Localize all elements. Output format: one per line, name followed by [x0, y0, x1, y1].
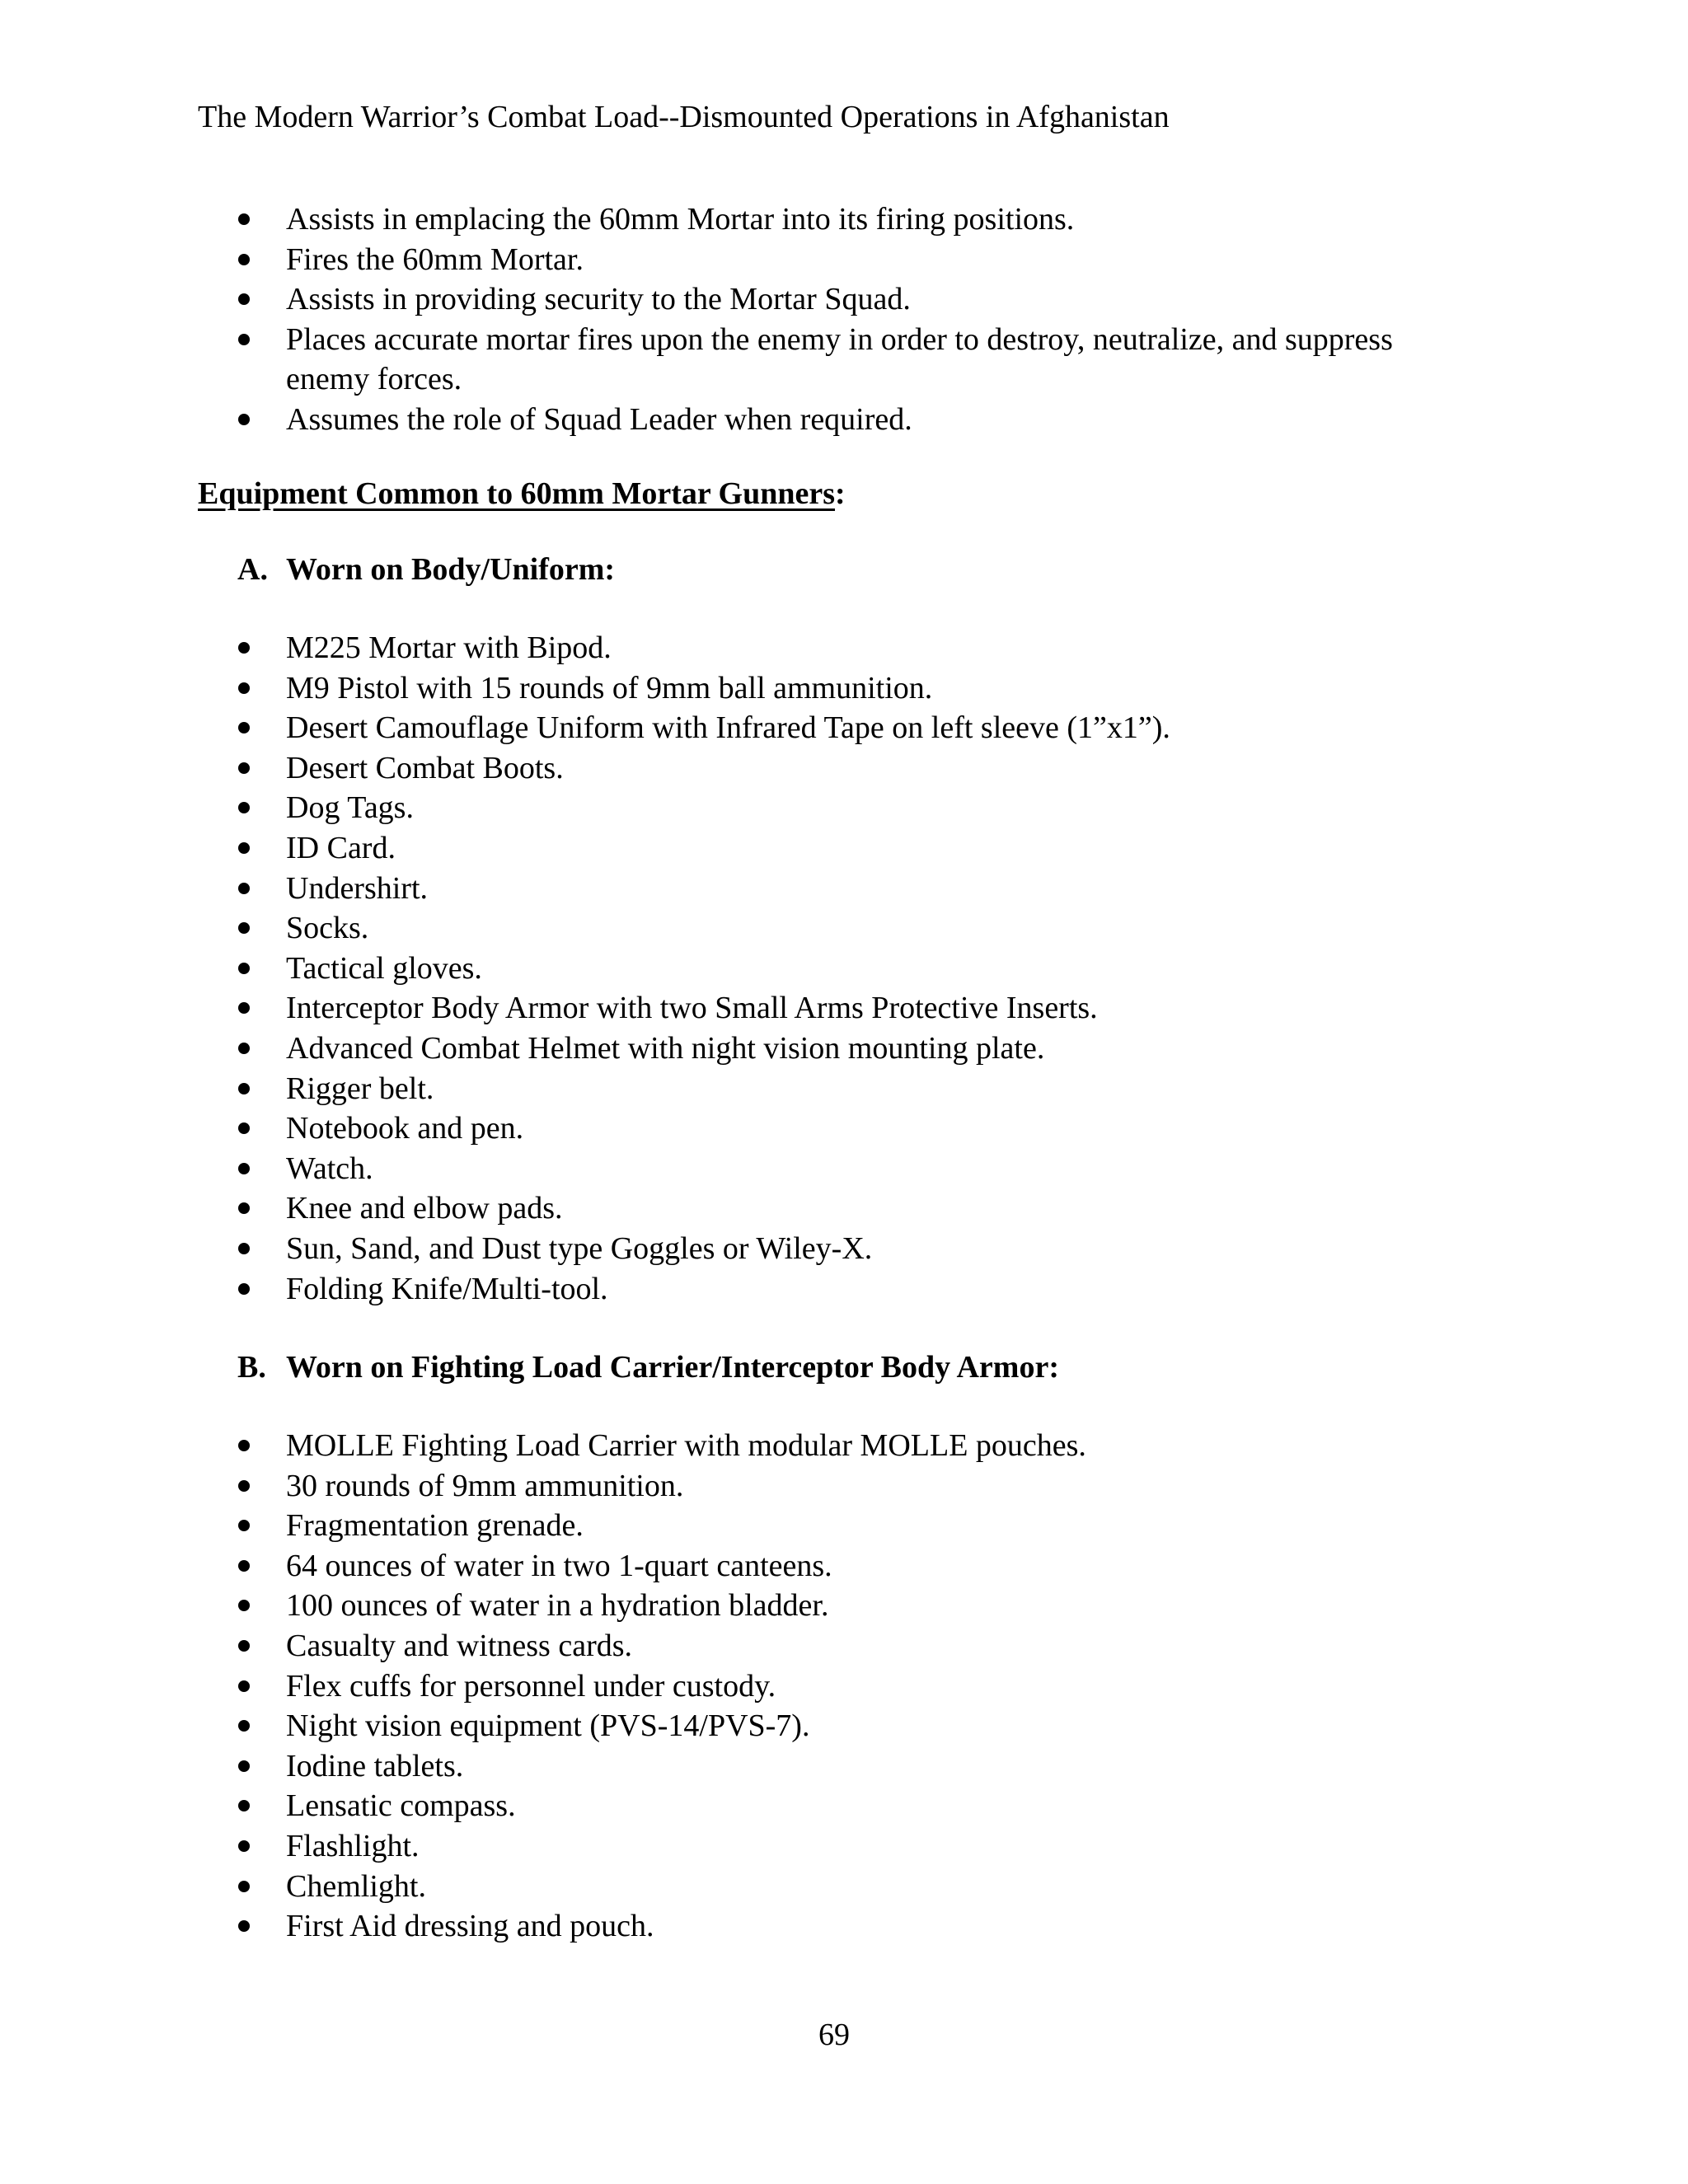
list-item: Advanced Combat Helmet with night vision mounting plate. [0, 1029, 1688, 1069]
list-item: Knee and elbow pads. [0, 1188, 1688, 1229]
worn-on-body-list [0, 628, 1688, 1309]
list-item: Places accurate mortar fires upon the enemy in order to destroy, neutralize, and suppress enemy forces. [0, 320, 1688, 400]
list-item: Watch. [0, 1149, 1688, 1189]
section-heading-text: Equipment Common to 60mm Mortar Gunners [198, 476, 836, 511]
section-heading [198, 474, 846, 513]
list-item: 100 ounces of water in a hydration bladder. [0, 1586, 1688, 1626]
list-item: Assists in emplacing the 60mm Mortar into its firing positions. [0, 199, 1688, 240]
subsection-b-letter: B. [237, 1350, 266, 1385]
list-item: Lensatic compass. [0, 1786, 1688, 1826]
list-item: Sun, Sand, and Dust type Goggles or Wiley-X. [0, 1229, 1688, 1269]
subsection-a-letter: A. [237, 552, 268, 587]
subsection-b-heading [237, 1347, 1059, 1387]
list-item: 64 ounces of water in two 1-quart canteens. [0, 1546, 1688, 1586]
list-item: Fragmentation grenade. [0, 1506, 1688, 1546]
duties-bullet-list [0, 199, 1688, 440]
worn-on-flc-list [0, 1426, 1688, 1947]
list-item: Fires the 60mm Mortar. [0, 240, 1688, 280]
list-item: First Aid dressing and pouch. [0, 1906, 1688, 1947]
list-item: Assumes the role of Squad Leader when required. [0, 400, 1688, 440]
list-item: M225 Mortar with Bipod. [0, 628, 1688, 668]
list-item: Socks. [0, 908, 1688, 949]
list-item: 30 rounds of 9mm ammunition. [0, 1466, 1688, 1507]
list-item: Desert Camouflage Uniform with Infrared Tape on left sleeve (1”x1”). [0, 708, 1688, 748]
list-item: Casualty and witness cards. [0, 1626, 1688, 1666]
list-item: Tactical gloves. [0, 949, 1688, 989]
subsection-b-title: Worn on Fighting Load Carrier/Interceptor Body Armor: [286, 1350, 1059, 1385]
list-item: MOLLE Fighting Load Carrier with modular MOLLE pouches. [0, 1426, 1688, 1466]
list-item: Notebook and pen. [0, 1108, 1688, 1149]
list-item: ID Card. [0, 828, 1688, 869]
running-header: The Modern Warrior’s Combat Load--Dismounted Operations in Afghanistan [198, 100, 1170, 134]
list-item: Flex cuffs for personnel under custody. [0, 1666, 1688, 1707]
subsection-a-title: Worn on Body/Uniform: [286, 552, 616, 587]
list-item: Rigger belt. [0, 1069, 1688, 1109]
page-number: 69 [818, 2018, 850, 2052]
list-item: Folding Knife/Multi-tool. [0, 1269, 1688, 1310]
subsection-a-heading [237, 550, 615, 589]
list-item: Dog Tags. [0, 788, 1688, 828]
list-item: Assists in providing security to the Mortar Squad. [0, 279, 1688, 320]
section-heading-colon: : [835, 476, 846, 511]
list-item: Interceptor Body Armor with two Small Arms Protective Inserts. [0, 988, 1688, 1029]
list-item: Desert Combat Boots. [0, 748, 1688, 789]
list-item: Iodine tablets. [0, 1746, 1688, 1787]
list-item: Chemlight. [0, 1867, 1688, 1907]
list-item: M9 Pistol with 15 rounds of 9mm ball ammunition. [0, 668, 1688, 709]
list-item: Night vision equipment (PVS-14/PVS-7). [0, 1706, 1688, 1746]
list-item: Flashlight. [0, 1826, 1688, 1867]
list-item: Undershirt. [0, 869, 1688, 909]
